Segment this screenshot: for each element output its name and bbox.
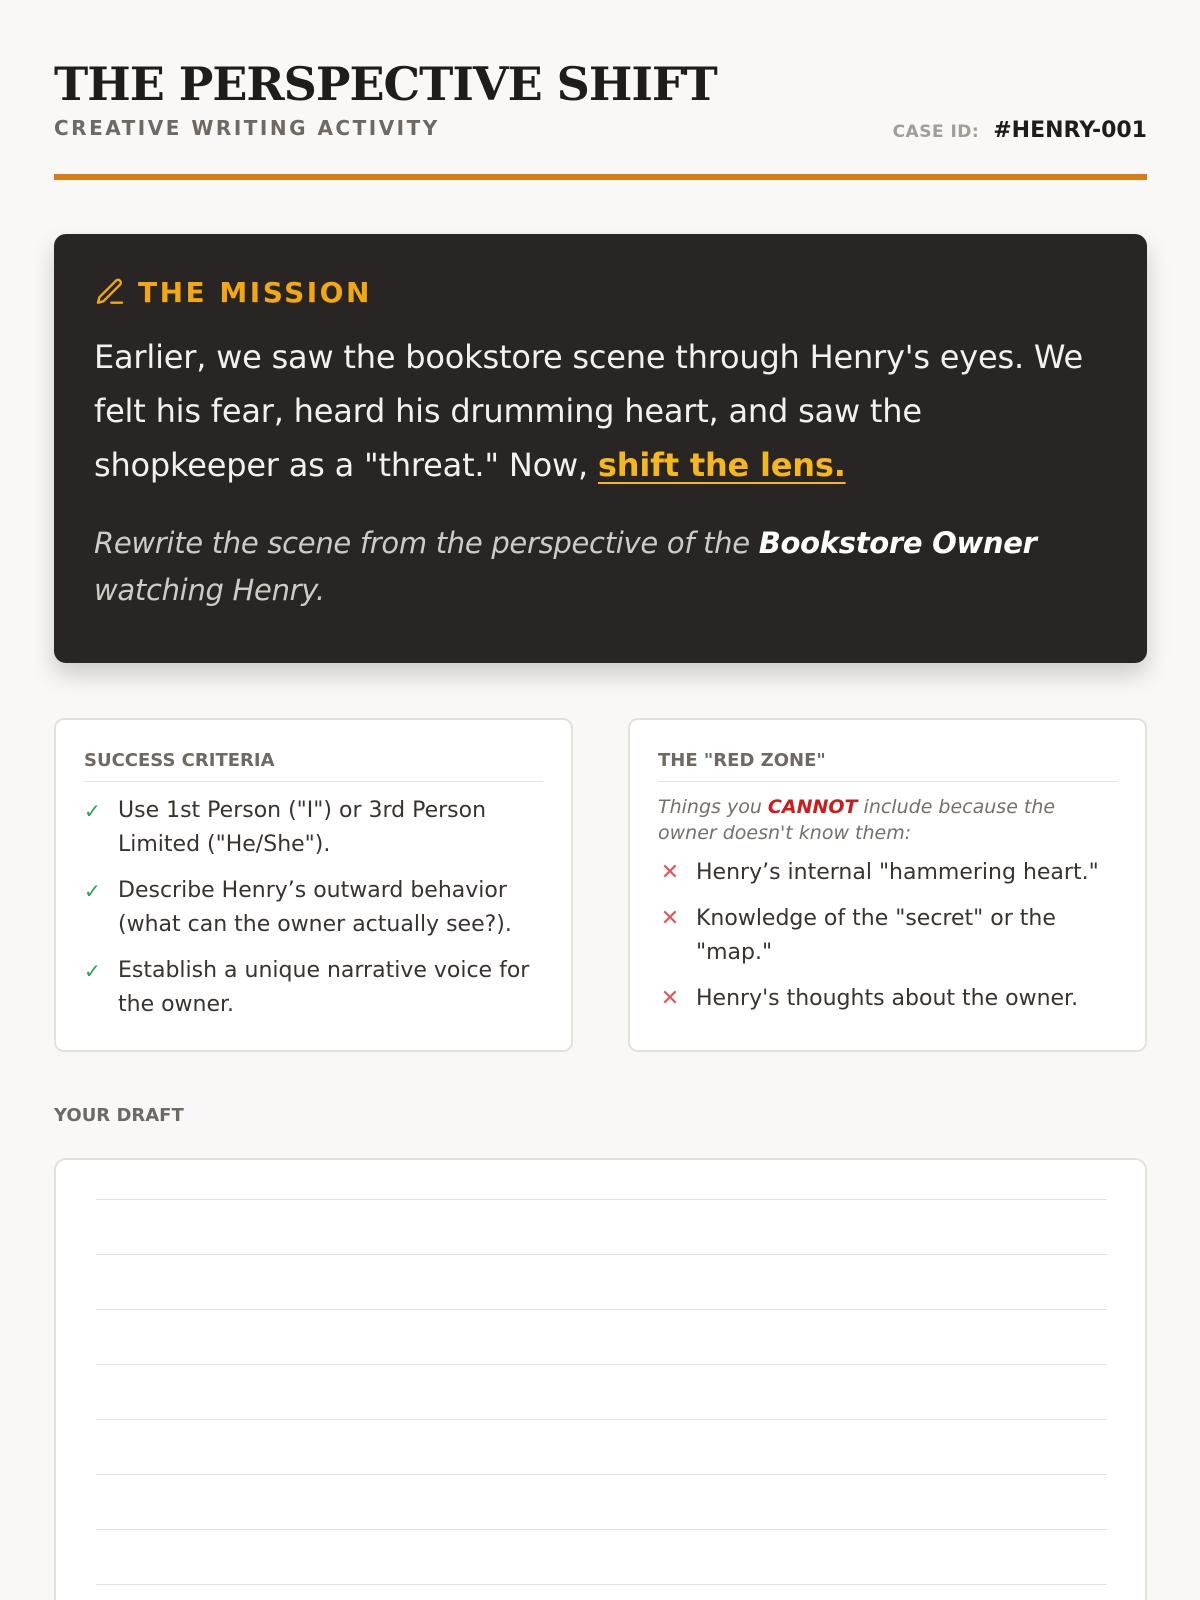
header-divider — [54, 174, 1147, 180]
list-item — [84, 874, 543, 942]
red-zone-text: Henry’s internal "hammering heart." — [696, 860, 1099, 885]
check-icon: ✓ — [84, 879, 101, 903]
criteria-text: Establish a unique narrative voice for the owner. — [118, 958, 530, 1017]
draft-writing-area[interactable] — [54, 1158, 1147, 1600]
criteria-text: Describe Henry’s outward behavior (what can the owner actually see?). — [118, 878, 512, 937]
draft-label: YOUR DRAFT — [54, 1105, 184, 1126]
mission-header — [94, 274, 1107, 310]
check-icon: ✓ — [84, 959, 101, 983]
mission-task — [94, 520, 1107, 614]
page-subtitle: CREATIVE WRITING ACTIVITY — [54, 116, 440, 140]
page-title: THE PERSPECTIVE SHIFT — [54, 57, 717, 111]
mission-task-text: Rewrite the scene from the perspective of the — [94, 526, 759, 560]
red-zone-card — [628, 718, 1147, 1052]
mission-highlight: shift the lens. — [597, 446, 846, 484]
case-id-label: CASE ID: — [892, 122, 980, 142]
list-item — [84, 954, 543, 1022]
red-zone-list — [658, 856, 1117, 1016]
list-item — [658, 902, 1117, 970]
x-icon: ✕ — [660, 906, 680, 931]
success-criteria-title: SUCCESS CRITERIA — [84, 750, 543, 782]
case-id — [893, 118, 1147, 143]
x-icon: ✕ — [660, 860, 680, 885]
success-criteria-list — [84, 794, 543, 1022]
mission-body — [94, 330, 1107, 492]
mission-body-text: Earlier, we saw the bookstore scene through Henry's eyes. We felt his fear, heard his drumming heart, and saw the shopkeeper as a "threat." Now, — [94, 338, 1083, 484]
red-zone-note — [658, 794, 1117, 846]
red-zone-note-text: Things you — [658, 796, 768, 818]
x-icon: ✕ — [660, 986, 680, 1011]
list-item — [84, 794, 543, 862]
list-item — [658, 856, 1117, 890]
list-item — [658, 982, 1117, 1016]
red-zone-text: Knowledge of the "secret" or the "map." — [696, 906, 1056, 965]
red-zone-emphasis: CANNOT — [767, 796, 858, 818]
page-header — [54, 56, 1147, 143]
mission-title: THE MISSION — [138, 275, 372, 309]
red-zone-title: THE "RED ZONE" — [658, 750, 1117, 782]
red-zone-text: Henry's thoughts about the owner. — [696, 986, 1079, 1011]
mission-task-role: Bookstore Owner — [758, 526, 1037, 560]
check-icon: ✓ — [84, 799, 101, 823]
case-id-value: #HENRY-001 — [993, 118, 1147, 143]
red-zone-note-end: include because the owner doesn't know them: — [658, 796, 1056, 844]
mission-card — [54, 234, 1147, 663]
mission-task-end: watching Henry. — [94, 573, 325, 607]
success-criteria-card — [54, 718, 573, 1052]
pencil-icon — [94, 276, 126, 308]
criteria-text: Use 1st Person ("I") or 3rd Person Limited ("He/She"). — [118, 798, 487, 857]
